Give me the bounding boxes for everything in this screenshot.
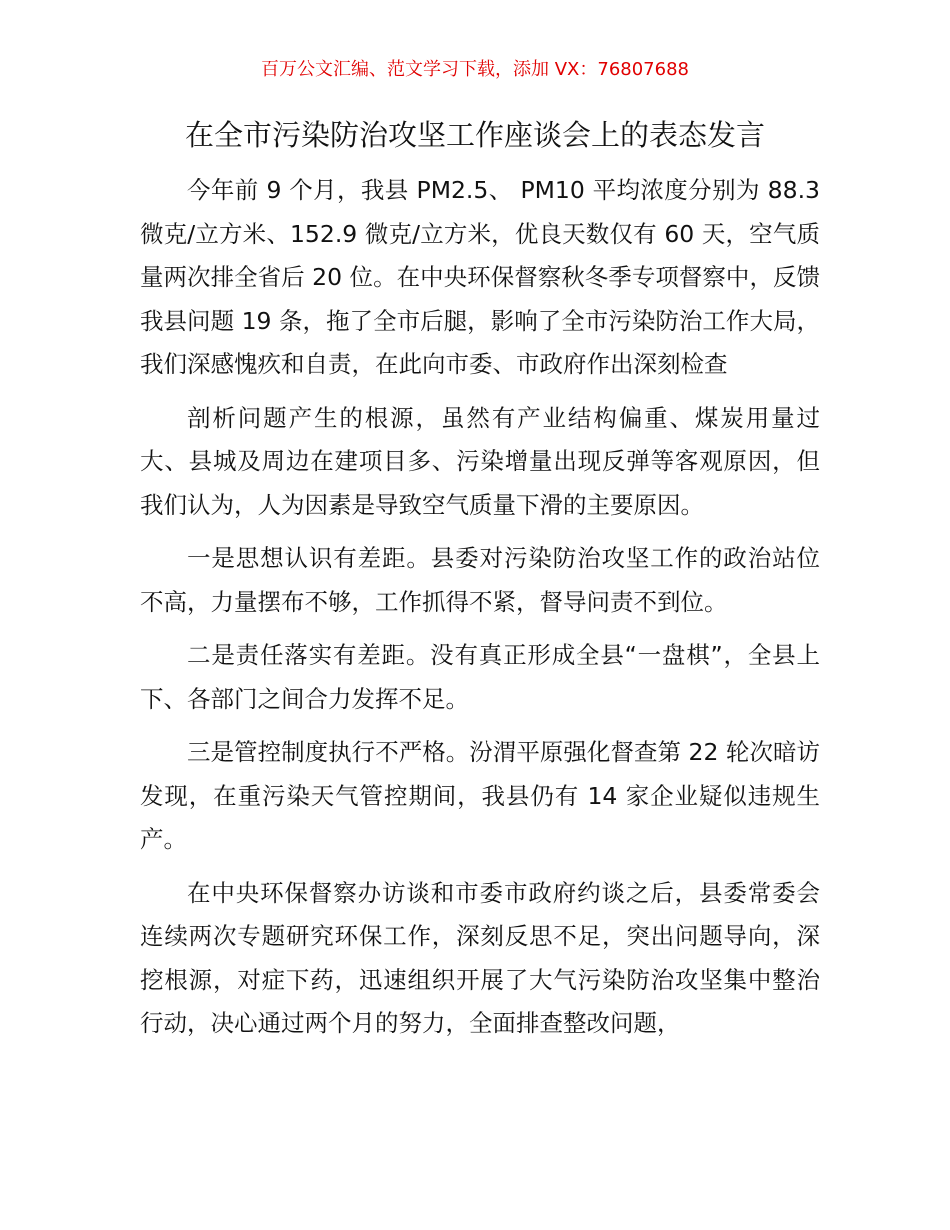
paragraph: 剖析问题产生的根源，虽然有产业结构偏重、煤炭用量过大、县城及周边在建项目多、污染增量出现反弹等客观原因，但我们认为，人为因素是导致空气质量下滑的主要原因。 xyxy=(140,403,820,519)
paragraph: 二是责任落实有差距。没有真正形成全县“一盘棋”，全县上下、各部门之间合力发挥不足。 xyxy=(140,641,820,713)
document-body xyxy=(140,169,820,1056)
paragraph: 三是管控制度执行不严格。汾渭平原强化督查第 22 轮次暗访发现，在重污染天气管控期间，我县仍有 14 家企业疑似违规生产。 xyxy=(140,738,820,853)
paragraph: 今年前 9 个月，我县 PM2.5、 PM10 平均浓度分别为 88.3 微克/立方米、152.9 微克/立方米，优良天数仅有 60 天，空气质量两次排全省后 20 位。在中央环保督察秋冬季专项督察中，反馈我县问题 19 条，拖了全市后腿，影响了全市污染防治工作大局，我们深感愧疚和自责，在此向市委、市政府作出深刻检查 xyxy=(140,176,820,378)
paragraph: 在中央环保督察办访谈和市委市政府约谈之后，县委常委会连续两次专题研究环保工作，深刻反思不足，突出问题导向，深挖根源，对症下药，迅速组织开展了大气污染防治攻坚集中整治行动，决心通过两个月的努力，全面排查整改问题， xyxy=(140,878,820,1037)
paragraph: 一是思想认识有差距。县委对污染防治攻坚工作的政治站位不高，力量摆布不够，工作抓得不紧，督导问责不到位。 xyxy=(140,544,820,616)
document-title: 在全市污染防治攻坚工作座谈会上的表态发言 xyxy=(184,118,765,152)
header-banner: 百万公文汇编、范文学习下载，添加 VX：76807688 xyxy=(261,59,689,80)
